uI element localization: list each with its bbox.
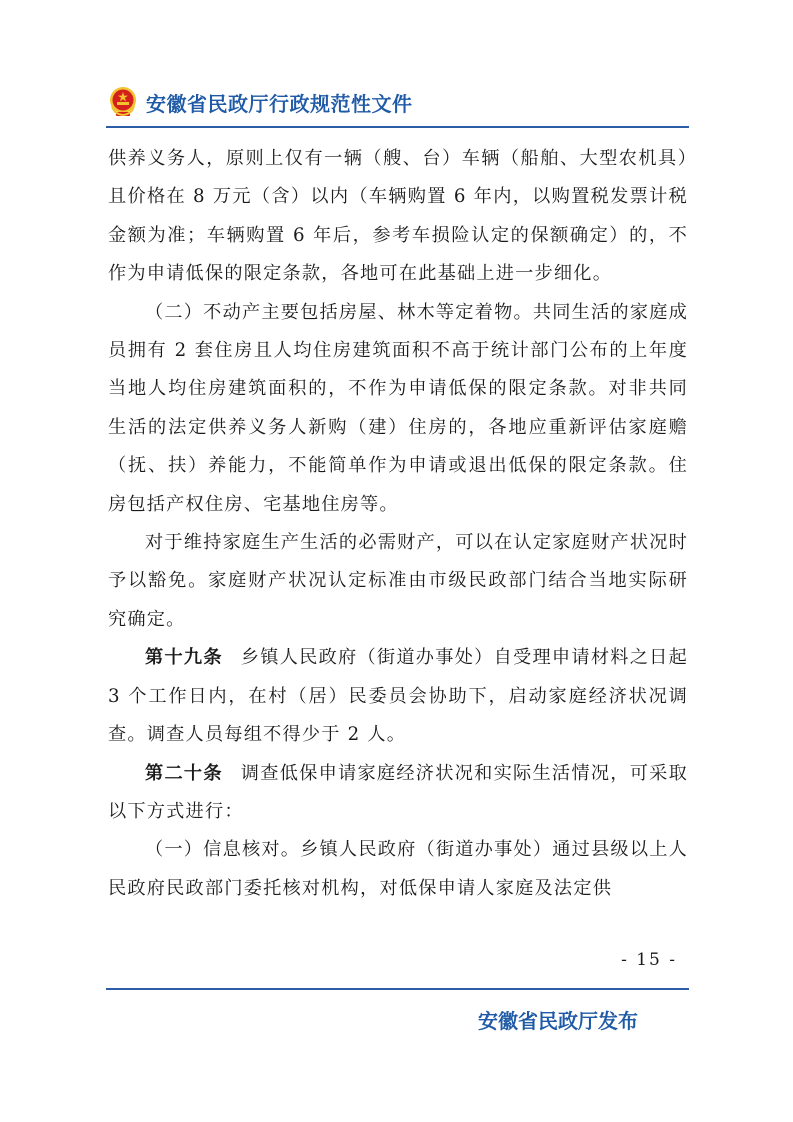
article-19-text: 乡镇人民政府（街道办事处）自受理申请材料之日起 3 个工作日内，在村（居）民委员会协助下，启动家庭经济状况调查。调查人员每组不得少于 2 人。: [108, 647, 688, 746]
header-divider: [106, 126, 689, 128]
national-emblem-icon: [108, 86, 138, 118]
paragraph-6: （一）信息核对。乡镇人民政府（街道办事处）通过县级以上人民政府民政部门委托核对机构，对低保申请人家庭及法定供: [108, 839, 688, 899]
header-title: 安徽省民政厅行政规范性文件: [146, 91, 413, 116]
article-19-title: 第十九条: [145, 647, 223, 669]
article-20-title: 第二十条: [145, 762, 223, 784]
article-19: [108, 639, 688, 754]
page-number: - 15 -: [621, 950, 677, 970]
paragraph-1: 供养义务人，原则上仅有一辆（艘、台）车辆（船舶、大型农机具）且价格在 8 万元（含）以内（车辆购置 6 年内，以购置税发票计税金额为准；车辆购置 6 年后，参考车损险认定的保额确定）的，不作为申请低保的限定条款，各地可在此基础上进一步细化。: [108, 148, 688, 285]
footer-publisher: 安徽省民政厅发布: [478, 1009, 638, 1033]
paragraph-3: 对于维持家庭生产生活的必需财产，可以在认定家庭财产状况时予以豁免。家庭财产状况认定标准由市级民政部门结合当地实际研究确定。: [108, 532, 688, 630]
footer-divider: [106, 988, 689, 990]
article-20-text: 调查低保申请家庭经济状况和实际生活情况，可采取以下方式进行：: [108, 762, 688, 822]
document-header: [108, 84, 413, 120]
document-body: [108, 140, 688, 908]
paragraph-2: （二）不动产主要包括房屋、林木等定着物。共同生活的家庭成员拥有 2 套住房且人均住房建筑面积不高于统计部门公布的上年度当地人均住房建筑面积的，不作为申请低保的限定条款。对非共同生活的法定供养义务人新购（建）住房的，各地应重新评估家庭赡（抚、扶）养能力，不能简单作为申请或退出低保的限定条款。住房包括产权住房、宅基地住房等。: [108, 301, 688, 515]
article-20: [108, 755, 688, 832]
